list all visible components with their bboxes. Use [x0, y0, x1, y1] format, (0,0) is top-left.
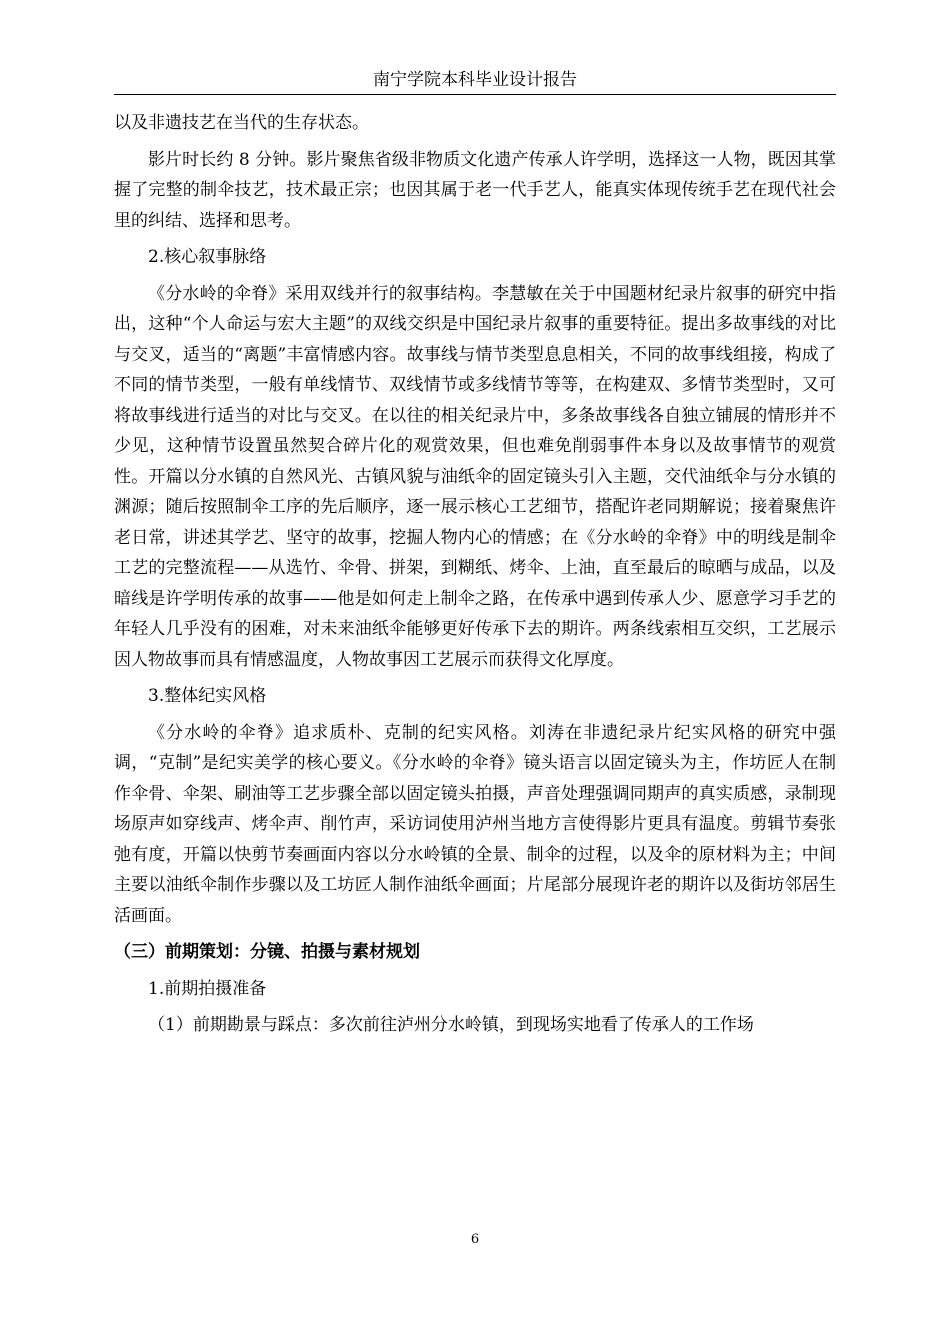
- paragraph-narrative: 《分水岭的伞脊》采用双线并行的叙事结构。李慧敏在关于中国题材纪录片叙事的研究中指出，这种“个人命运与宏大主题”的双线交织是中国纪录片叙事的重要特征。提出多故事线的对比与交叉，适当的“离题”丰富情感内容。故事线与情节类型息息相关，不同的故事线组接，构成了不同的情节类型，一般有单线情节、双线情节或多线情节等等，在构建双、多情节类型时，又可将故事线进行适当的对比与交叉。在以往的相关纪录片中，多条故事线各自独立铺展的情形并不少见，这种情节设置虽然契合碎片化的观赏效果，但也难免削弱事件本身以及故事情节的观赏性。开篇以分水镇的自然风光、古镇风貌与油纸伞的固定镜头引入主题，交代油纸伞与分水镇的渊源；随后按照制伞工序的先后顺序，逐一展示核心工艺细节，搭配许老同期解说；接着聚焦许老日常，讲述其学艺、坚守的故事，挖掘人物内心的情感；在《分水岭的伞脊》中的明线是制伞工艺的完整流程——从选竹、伞骨、拼架，到糊纸、烤伞、上油，直至最后的晾晒与成品，以及暗线是许学明传承的故事——他是如何走上制伞之路，在传承中遇到传承人少、愿意学习手艺的年轻人几乎没有的困难，对未来油纸伞能够更好传承下去的期许。两条线索相互交织，工艺展示因人物故事而具有情感温度，人物故事因工艺展示而获得文化厚度。: [114, 283, 836, 670]
- body-text: [114, 108, 836, 1041]
- page-number: 6: [470, 1232, 480, 1247]
- paragraph-scouting: （1）前期勘景与踩点：多次前往泸州分水岭镇，到现场实地看了传承人的工作场: [148, 1015, 754, 1035]
- subheading-style: 3.整体纪实风格: [148, 686, 267, 706]
- section-heading-planning: （三）前期策划：分镜、拍摄与素材规划: [114, 942, 420, 962]
- paragraph-style: 《分水岭的伞脊》追求质朴、克制的纪实风格。刘涛在非遗纪录片纪实风格的研究中强调，“克制”是纪实美学的核心要义。《分水岭的伞脊》镜头语言以固定镜头为主，作坊匠人在制作伞骨、伞架、刷油等工艺步骤全部以固定镜头拍摄，声音处理强调同期声的真实质感，录制现场原声如穿线声、烤伞声、削竹声，采访词使用泸州当地方言使得影片更具有温度。剪辑节奏张弛有度，开篇以快剪节奏画面内容以分水岭镇的全景、制伞的过程，以及伞的原材料为主；中间主要以油纸伞制作步骤以及工坊匠人制作油纸伞画面；片尾部分展现许老的期许以及街坊邻居生活画面。: [114, 722, 836, 926]
- subheading-preparation: 1.前期拍摄准备: [148, 978, 267, 999]
- paragraph-film-intro: 影片时长约 8 分钟。影片聚焦省级非物质文化遗产传承人许学明，选择这一人物，既因其掌握了完整的制伞技艺，技术最正宗；也因其属于老一代手艺人，能真实体现传统手艺在现代社会里的纠结、选择和思考。: [114, 149, 836, 231]
- subheading-narrative: 2.核心叙事脉络: [148, 247, 267, 267]
- page-header: 南宁学院本科毕业设计报告: [114, 66, 836, 95]
- paragraph-continuation: 以及非遗技艺在当代的生存状态。: [114, 113, 369, 133]
